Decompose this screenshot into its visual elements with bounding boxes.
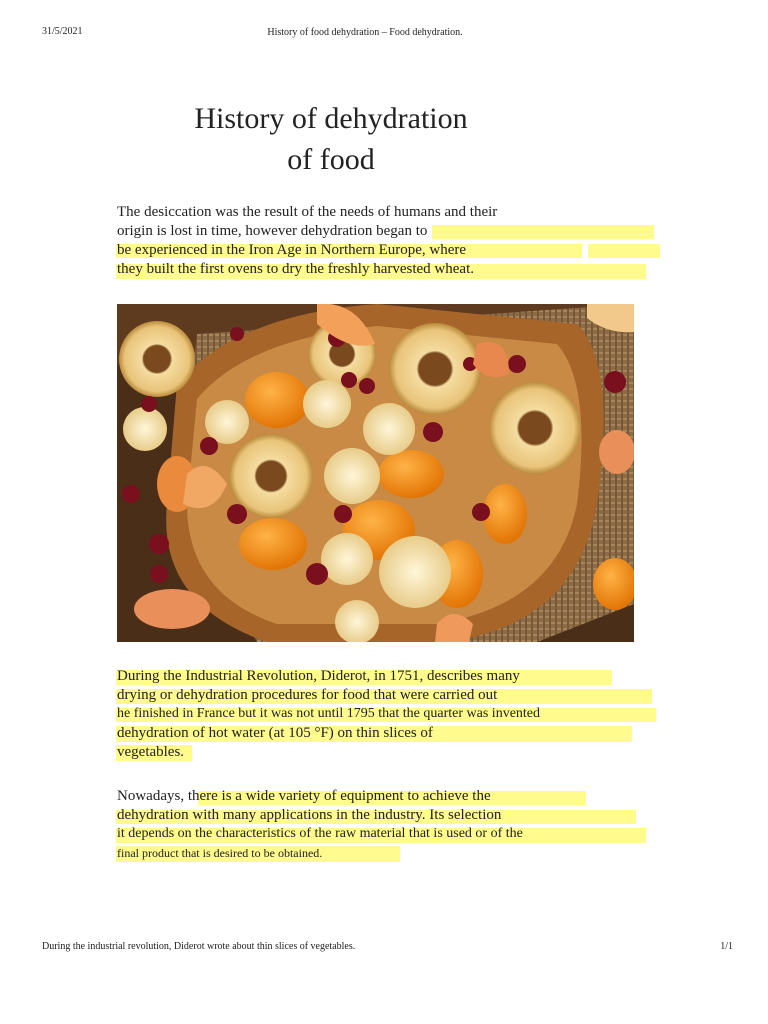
p2-line-4: dehydration of hot water (at 105 °F) on thin slices of xyxy=(117,725,433,741)
footer-page-number: 1/1 xyxy=(720,941,733,952)
p1-line-3: be experienced in the Iron Age in Northern Europe, where xyxy=(117,242,467,258)
page-title xyxy=(150,98,512,180)
p3-line-4: final product that is desired to be obtained. xyxy=(117,846,323,860)
dried-fruit-photo xyxy=(117,304,634,642)
highlight-p1-l3b xyxy=(588,244,660,258)
p2-line-1: During the Industrial Revolution, Diderot, in 1751, describes many xyxy=(117,668,520,684)
title-line-2: of food xyxy=(287,143,375,176)
highlight-p1-l2 xyxy=(432,225,654,239)
p1-line-1: The desiccation was the result of the needs of humans and their xyxy=(117,204,498,220)
p1-line-4: they built the first ovens to dry the freshly harvested wheat. xyxy=(117,261,474,277)
title-line-1: History of dehydration xyxy=(194,102,468,135)
footer-note: During the industrial revolution, Diderot wrote about thin slices of vegetables. xyxy=(42,941,356,952)
p2-line-5: vegetables. xyxy=(117,744,185,760)
p2-line-3: he finished in France but it was not until 1795 that the quarter was invented xyxy=(117,706,541,721)
header-date: 31/5/2021 xyxy=(42,26,83,37)
p3-line-2: dehydration with many applications in the industry. Its selection xyxy=(117,807,502,823)
p3-line-1: Nowadays, there is a wide variety of equipment to achieve the xyxy=(117,788,491,804)
p2-line-2: drying or dehydration procedures for food that were carried out xyxy=(117,687,498,703)
header-doc-title: History of food dehydration – Food dehydration. xyxy=(267,27,463,38)
p3-line-3: it depends on the characteristics of the raw material that is used or of the xyxy=(117,826,523,841)
p1-line-2: origin is lost in time, however dehydration began to xyxy=(117,223,428,239)
